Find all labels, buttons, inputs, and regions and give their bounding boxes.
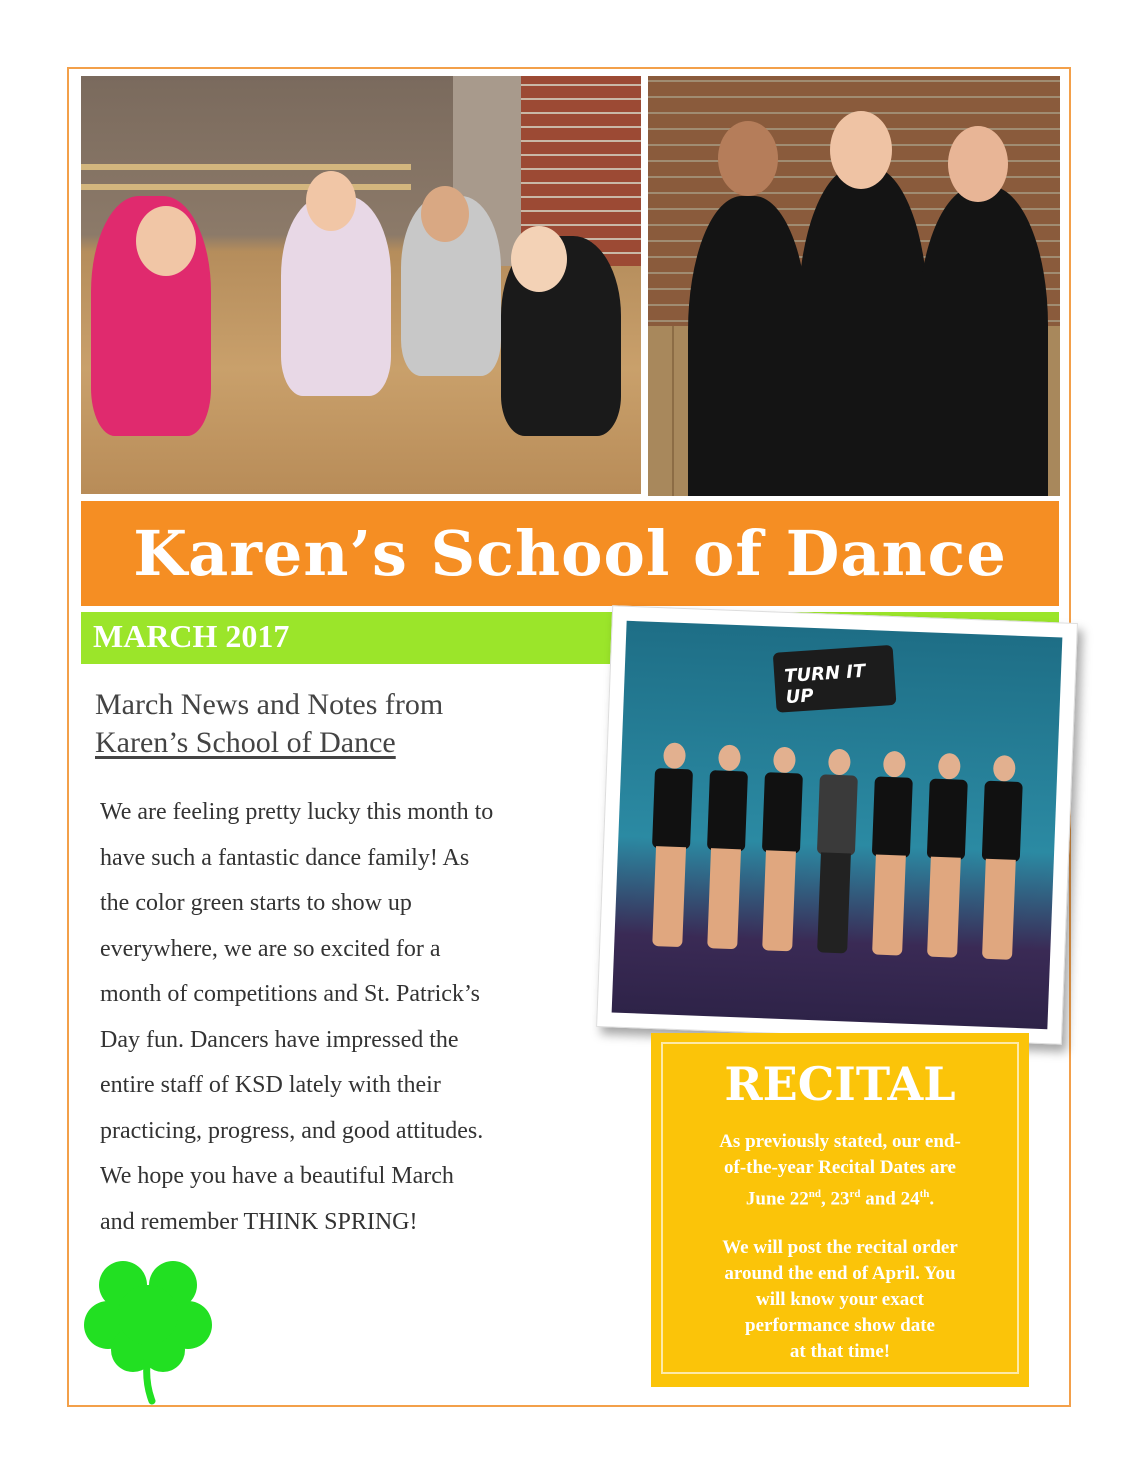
body-line: entire staff of KSD lately with their [100, 1072, 441, 1098]
recital-text-line: will know your exact [755, 1289, 924, 1310]
recital-text-line: As previously stated, our end- [719, 1131, 961, 1152]
recital-text-line: around the end of April. You [724, 1263, 956, 1284]
title-banner [81, 501, 1059, 606]
body-line: We hope you have a beautiful March [100, 1163, 454, 1189]
article-headline [95, 686, 615, 762]
child-figure [511, 226, 567, 292]
recital-date-suffix: th [919, 1188, 930, 1200]
photo-three-dancers [648, 76, 1060, 496]
dancer-face [718, 121, 778, 196]
newsletter-title: Karen’s School of Dance [133, 517, 1007, 590]
recital-date-suffix: nd [808, 1188, 821, 1200]
recital-date-text: . [929, 1188, 935, 1210]
competition-photo-image [612, 621, 1063, 1029]
dancer-face [948, 126, 1008, 202]
child-figure [421, 186, 469, 242]
team-dancer [809, 748, 861, 960]
recital-text-line: performance show date [745, 1315, 935, 1336]
dancer-figure [688, 196, 808, 496]
headline-line-2: Karen’s School of Dance [95, 726, 396, 759]
team-dancer [699, 744, 751, 956]
dancer-figure [918, 186, 1048, 496]
competition-logo [773, 645, 897, 713]
ballet-barre [81, 164, 411, 170]
recital-text-line: We will post the recital order [722, 1237, 958, 1258]
team-dancer [919, 752, 971, 964]
recital-dates-line [681, 1181, 999, 1212]
shamrock-icon [78, 1255, 218, 1405]
dancer-face [830, 111, 892, 189]
recital-order-paragraph [681, 1235, 999, 1365]
body-line: We are feeling pretty lucky this month to [100, 799, 494, 825]
child-figure [306, 171, 356, 231]
body-line: month of competitions and St. Patrick’s [100, 981, 480, 1007]
article-body [100, 790, 570, 1245]
recital-date-text: and 24 [860, 1188, 920, 1210]
recital-text-line: of-the-year Recital Dates are [724, 1157, 956, 1178]
body-line: the color green starts to show up [100, 890, 412, 916]
child-figure [136, 206, 196, 276]
body-line: have such a fantastic dance family! As [100, 844, 470, 871]
dancer-figure [798, 166, 928, 496]
headline-line-1: March News and Notes from [95, 688, 444, 721]
body-line: Day fun. Dancers have impressed the [100, 1026, 459, 1053]
photo-competition-team [596, 605, 1078, 1045]
team-dancer [864, 750, 916, 962]
body-line: everywhere, we are so excited for a [100, 935, 441, 962]
recital-date-text: June 22 [745, 1188, 809, 1210]
recital-date-text: , 23 [820, 1188, 850, 1210]
recital-date-suffix: rd [849, 1188, 861, 1200]
recital-dates-paragraph [681, 1129, 999, 1212]
team-dancer [644, 742, 696, 954]
competition-logo-text: TURN IT UP [783, 660, 866, 709]
body-line: and remember THINK SPRING! [100, 1208, 418, 1235]
newsletter-month: MARCH 2017 [93, 618, 290, 654]
photo-children-stretching [81, 76, 641, 494]
team-dancer [754, 746, 806, 958]
team-dancer [974, 755, 1026, 967]
recital-title: RECITAL [724, 1057, 956, 1111]
body-line: practicing, progress, and good attitudes. [100, 1117, 484, 1144]
recital-text-line: at that time! [789, 1341, 891, 1362]
recital-box [651, 1033, 1029, 1387]
